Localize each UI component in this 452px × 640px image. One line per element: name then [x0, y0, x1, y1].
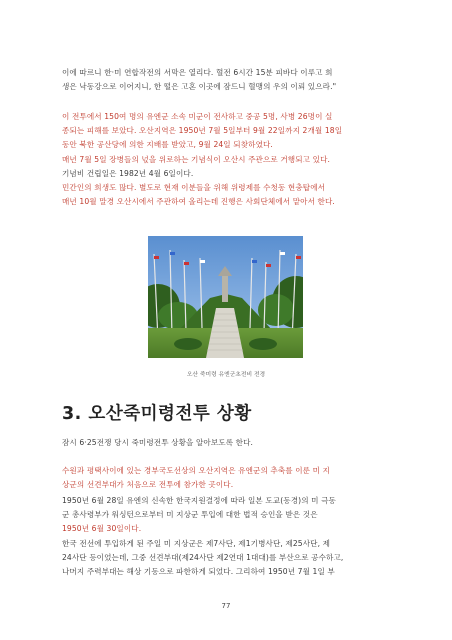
paragraph-monument-date: [62, 167, 397, 181]
text-line: 24사단 등이었는데, 그중 선견부대(제24사단 제2연대 1대대)를 부산으로 공수하고,: [62, 552, 344, 562]
page-number: 77: [221, 602, 231, 610]
text-line: 생은 낙동강으로 이어지니, 한 떨은 고혼 이곳에 잠드니 혈맹의 우의 이뢰 있으라.": [62, 82, 337, 92]
text-line: 동안 북한 공산당에 의한 지배를 받았고, 9월 24일 되찾하였다.: [62, 140, 273, 150]
text-line: 나머지 주력부대는 해상 기동으로 파한하게 되었다. 그리하여 1950년 7월 1일 부: [62, 567, 335, 577]
text-line: 한국 전선에 투입하게 된 주일 미 지상군은 제7사단, 제1기병사단, 제25사단, 제: [62, 538, 331, 548]
text-line: 1950년 6월 28일 유엔의 신속한 한국지원결정에 따라 일본 도교(동경)의 미 극동: [62, 496, 336, 505]
paragraph-casualties: [62, 110, 397, 167]
paragraph-overview: [62, 436, 397, 450]
memorial-photo-image: [148, 236, 303, 358]
text-line: 잠시 6·25전쟁 당시 죽미령전투 상황을 알아보도록 한다.: [62, 438, 254, 447]
text-line: 민간인의 희생도 많다. 별도로 현재 이분들을 위해 위령제를 수청동 현충탑에서: [62, 183, 326, 192]
paragraph-civilians: [62, 181, 397, 209]
text-line: 상군의 선견부대가 처음으로 전투에 참가한 곳이다.: [62, 480, 234, 490]
paragraph-location: [62, 464, 397, 492]
text-line: 매년 7월 5일 장병들의 넋을 위로하는 기념식이 오산시 주관으로 거행되고 있다.: [62, 154, 331, 164]
text-line: 종되는 피해를 보았다. 오산지역은 1950년 7월 5일부터 9월 22일까지 2개월 18일: [62, 126, 343, 136]
paragraph-deployment: [62, 494, 397, 579]
text-line: 매년 10월 말경 오산시에서 주관하여 올리는데 진행은 사회단체에서 맡아서 한다.: [62, 197, 335, 207]
section-heading: 3. 오산죽미령전투 상황: [62, 404, 252, 424]
text-line: 군 총사령부가 워싱턴으로부터 미 지상군 투입에 대한 법적 승인을 받은 것은: [62, 510, 318, 520]
text-line: 이 전투에서 150여 명의 유엔군 소속 미군이 전사하고 중공 5명, 사병 26명이 실: [62, 112, 333, 121]
text-line: 기념비 건립일은 1982년 4월 6일이다.: [62, 168, 194, 178]
text-line: 1950년 6월 30일이다.: [62, 524, 142, 534]
photo-caption: 오산 죽미령 유엔군초전비 전경: [186, 372, 266, 378]
text-line: 수원과 평택사이에 있는 경부국도선상의 오산지역은 유엔군의 추축를 이룬 미 지: [62, 466, 330, 475]
memorial-photo: [148, 236, 303, 358]
text-line: 이에 따르니 한·미 연합작전의 서막은 열리다. 혈전 6시간 15분 피바다 이루고 희: [62, 68, 333, 77]
paragraph-intro: [62, 66, 397, 94]
